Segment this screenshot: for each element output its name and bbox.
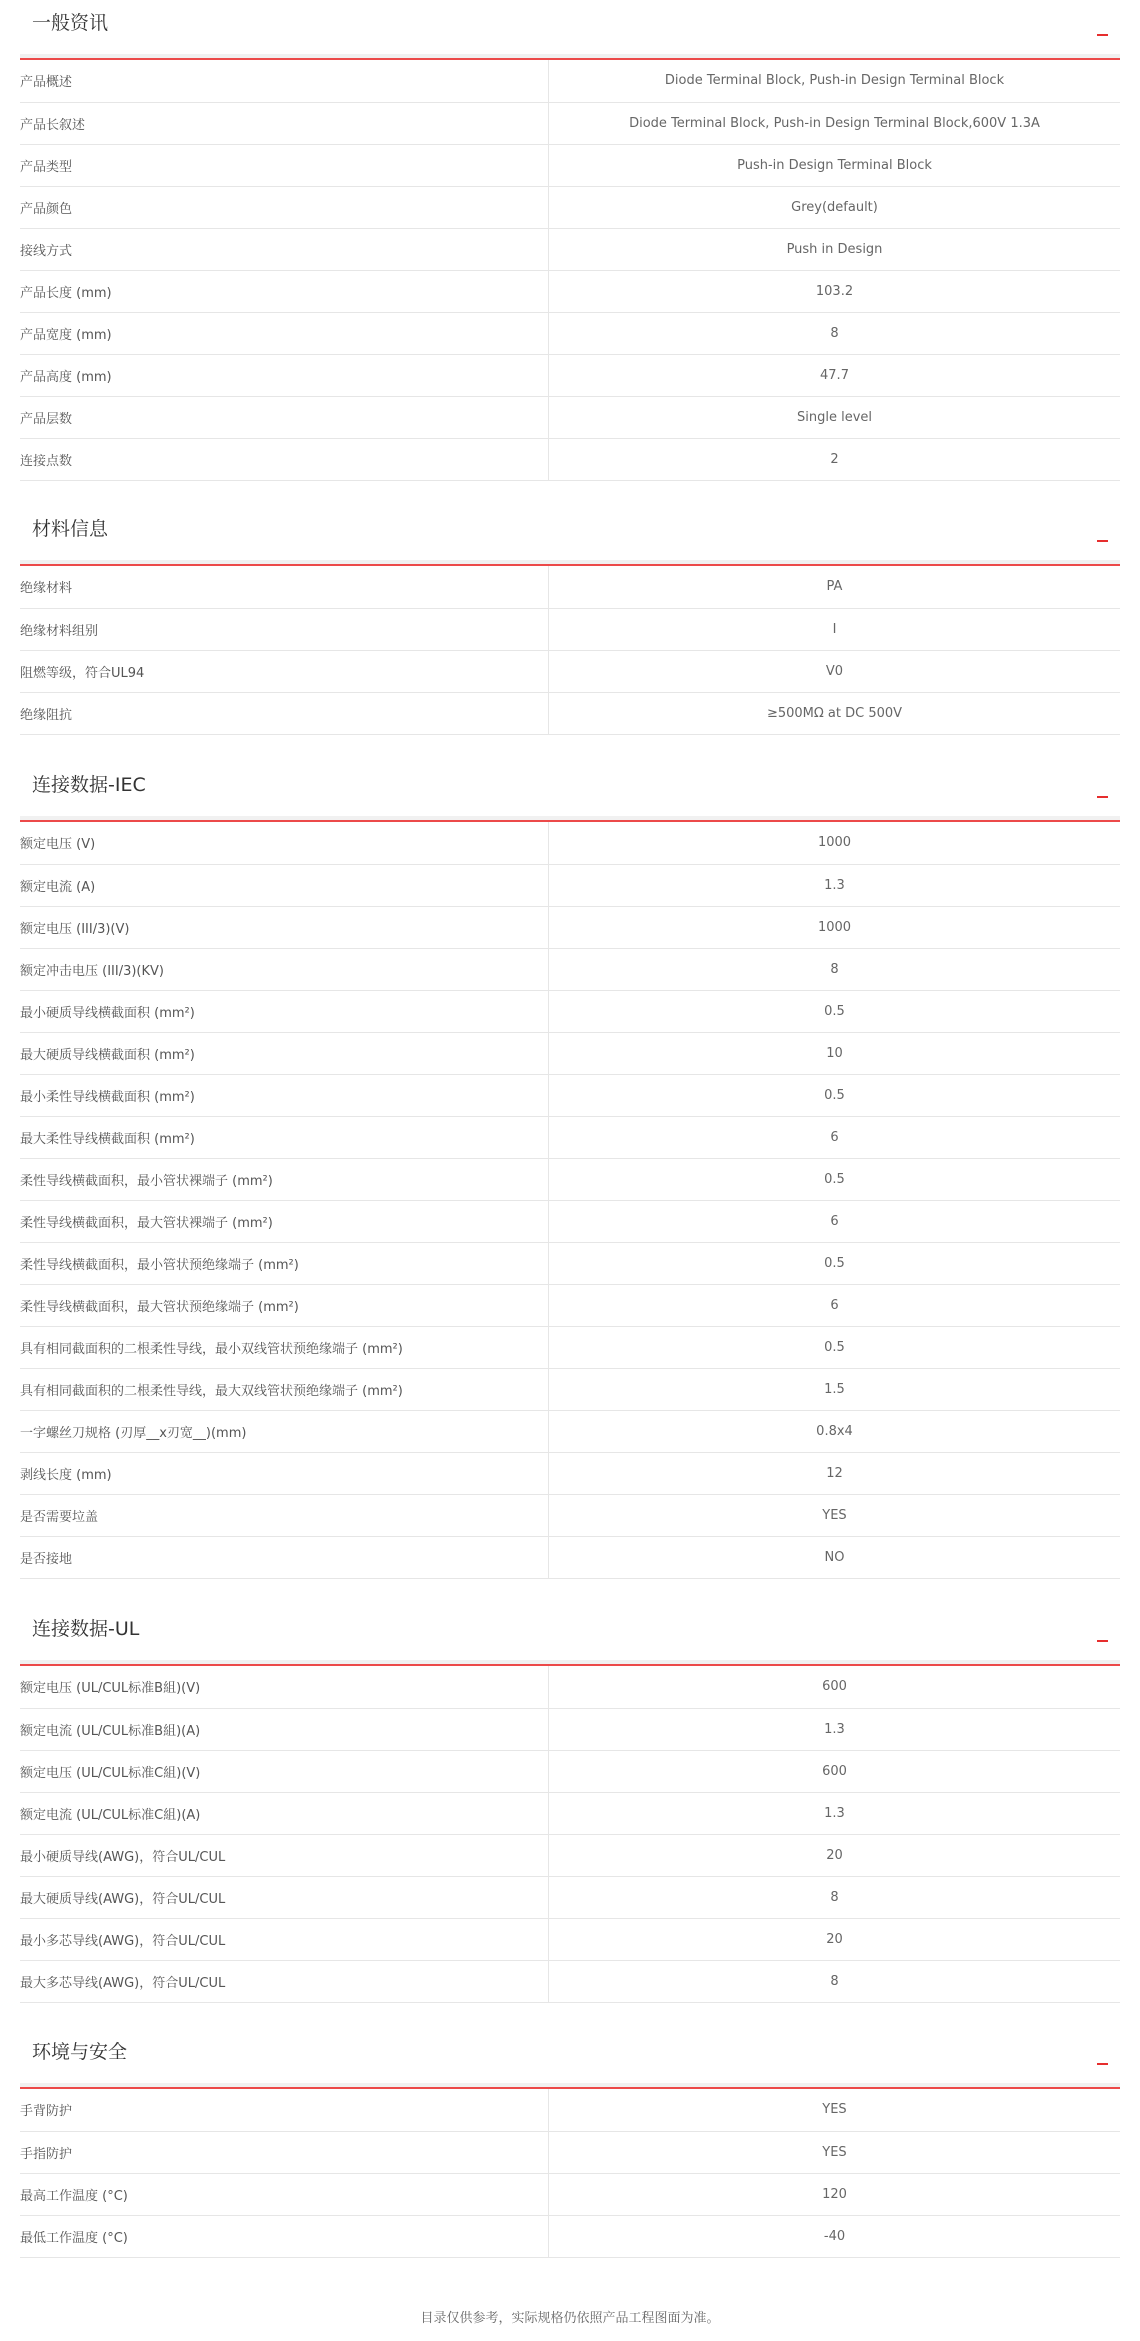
spec-row [20, 948, 1120, 990]
spec-label: 绝缘材料 [20, 566, 549, 608]
spec-value: 1.3 [824, 1805, 845, 1821]
spec-label: 连接点数 [20, 438, 549, 480]
spec-value: 8 [830, 961, 839, 977]
spec-label: 额定电压 (V) [20, 822, 549, 864]
spec-value: 20 [826, 1847, 843, 1863]
spec-value: 120 [822, 2186, 847, 2202]
spec-label: 额定电压 (III/3)(V) [20, 906, 549, 948]
spec-label: 是否接地 [20, 1536, 549, 1578]
spec-label: 最小柔性导线横截面积 (mm²) [20, 1074, 549, 1116]
spec-table [20, 822, 1120, 1579]
spec-value: 10 [826, 1045, 843, 1061]
section-general-info [20, 0, 1120, 481]
section-title: 一般资讯 [32, 12, 109, 34]
spec-value: -40 [823, 2228, 846, 2244]
spec-value: 12 [826, 1465, 843, 1481]
section-title: 连接数据-UL [32, 1618, 140, 1640]
spec-label: 接线方式 [20, 228, 549, 270]
collapse-minus-icon[interactable] [1097, 540, 1108, 542]
spec-row [20, 2131, 1120, 2173]
spec-row [20, 1750, 1120, 1792]
spec-label: 手背防护 [20, 2089, 549, 2131]
spec-table [20, 2089, 1120, 2258]
spec-row [20, 608, 1120, 650]
spec-value: 103.2 [815, 283, 854, 299]
section-divider [20, 1664, 1120, 1666]
spec-value: 1.3 [824, 877, 845, 893]
spec-label: 柔性导线横截面积，最大管状裸端子 (mm²) [20, 1200, 549, 1242]
spec-value: YES [822, 1507, 847, 1523]
spec-row [20, 1242, 1120, 1284]
spec-row [20, 438, 1120, 480]
spec-label: 具有相同截面积的二根柔性导线，最大双线管状预绝缘端子 (mm²) [20, 1368, 549, 1410]
section-environment-safety [20, 2029, 1120, 2258]
spec-row [20, 228, 1120, 270]
spec-value: Diode Terminal Block, Push-in Design Terminal Block [664, 73, 1005, 89]
spec-row [20, 1116, 1120, 1158]
spec-value: 0.5 [824, 1003, 845, 1019]
section-connection-ul [20, 1606, 1120, 2003]
section-divider [20, 58, 1120, 60]
collapse-minus-icon[interactable] [1097, 2063, 1108, 2065]
spec-value: PA [826, 579, 843, 595]
disclaimer-note: 目录仅供参考，实际规格仍依照产品工程图面为准。 [420, 2311, 720, 2326]
spec-value: 1000 [817, 835, 852, 851]
collapse-minus-icon[interactable] [1097, 34, 1108, 36]
spec-label: 最低工作温度 (°C) [20, 2215, 549, 2257]
spec-row [20, 1452, 1120, 1494]
spec-value: YES [822, 2144, 847, 2160]
spec-row [20, 1536, 1120, 1578]
spec-row [20, 1326, 1120, 1368]
spec-label: 额定电压 (UL/CUL标准C組)(V) [20, 1750, 549, 1792]
section-header [20, 762, 1120, 822]
section-material-info [20, 506, 1120, 735]
spec-row [20, 1032, 1120, 1074]
spec-label: 产品概述 [20, 60, 549, 102]
spec-label: 额定电压 (UL/CUL标准B組)(V) [20, 1666, 549, 1708]
spec-row [20, 144, 1120, 186]
spec-row [20, 1494, 1120, 1536]
spec-row [20, 2215, 1120, 2257]
section-divider [20, 2087, 1120, 2089]
spec-row [20, 2089, 1120, 2131]
spec-label: 是否需要垃盖 [20, 1494, 549, 1536]
spec-value: V0 [825, 663, 844, 679]
section-connection-iec [20, 762, 1120, 1579]
spec-value: YES [822, 2102, 847, 2118]
spec-label: 额定电流 (UL/CUL标准B組)(A) [20, 1708, 549, 1750]
section-header [20, 506, 1120, 566]
spec-value: 8 [830, 1973, 839, 1989]
spec-label: 额定电流 (UL/CUL标准C組)(A) [20, 1792, 549, 1834]
spec-value: 6 [830, 1297, 839, 1313]
section-title: 连接数据-IEC [32, 774, 146, 796]
spec-value: 0.5 [824, 1255, 845, 1271]
spec-label: 最大柔性导线横截面积 (mm²) [20, 1116, 549, 1158]
spec-value: Push-in Design Terminal Block [737, 157, 932, 173]
spec-label: 产品高度 (mm) [20, 354, 549, 396]
spec-label: 产品长度 (mm) [20, 270, 549, 312]
spec-table [20, 566, 1120, 735]
spec-row [20, 186, 1120, 228]
spec-row [20, 60, 1120, 102]
spec-value: 0.5 [824, 1339, 845, 1355]
spec-label: 产品类型 [20, 144, 549, 186]
spec-label: 最小硬质导线(AWG)，符合UL/CUL [20, 1834, 549, 1876]
spec-value: ≥500MΩ at DC 500V [766, 705, 903, 721]
spec-label: 产品长叙述 [20, 102, 549, 144]
spec-value: 20 [826, 1931, 843, 1947]
spec-label: 产品颜色 [20, 186, 549, 228]
spec-label: 柔性导线横截面积，最小管状预绝缘端子 (mm²) [20, 1242, 549, 1284]
spec-row [20, 1792, 1120, 1834]
section-title: 环境与安全 [32, 2041, 128, 2063]
spec-label: 柔性导线横截面积，最小管状裸端子 (mm²) [20, 1158, 549, 1200]
spec-row [20, 2173, 1120, 2215]
section-header [20, 2029, 1120, 2089]
section-divider [20, 820, 1120, 822]
collapse-minus-icon[interactable] [1097, 1640, 1108, 1642]
spec-row [20, 1960, 1120, 2002]
spec-label: 最大硬质导线(AWG)，符合UL/CUL [20, 1876, 549, 1918]
spec-row [20, 1200, 1120, 1242]
spec-label: 最小多芯导线(AWG)，符合UL/CUL [20, 1918, 549, 1960]
spec-row [20, 650, 1120, 692]
section-divider [20, 564, 1120, 566]
spec-label: 具有相同截面积的二根柔性导线，最小双线管状预绝缘端子 (mm²) [20, 1326, 549, 1368]
spec-label: 最小硬质导线横截面积 (mm²) [20, 990, 549, 1032]
spec-value: Single level [796, 409, 872, 425]
spec-row [20, 566, 1120, 608]
spec-row [20, 1410, 1120, 1452]
spec-label: 绝缘材料组别 [20, 608, 549, 650]
spec-row [20, 270, 1120, 312]
spec-row [20, 1708, 1120, 1750]
spec-value: 0.5 [824, 1171, 845, 1187]
spec-row [20, 990, 1120, 1032]
spec-label: 额定冲击电压 (III/3)(KV) [20, 948, 549, 990]
spec-label: 最高工作温度 (°C) [20, 2173, 549, 2215]
spec-label: 产品宽度 (mm) [20, 312, 549, 354]
spec-row [20, 822, 1120, 864]
spec-value: I [832, 621, 837, 637]
spec-value: 0.5 [824, 1087, 845, 1103]
spec-value: 1.5 [824, 1381, 845, 1397]
section-title: 材料信息 [32, 518, 109, 540]
spec-value: 8 [830, 325, 839, 341]
spec-label: 最大多芯导线(AWG)，符合UL/CUL [20, 1960, 549, 2002]
spec-value: Push in Design [786, 241, 883, 257]
spec-value: 47.7 [820, 367, 849, 383]
spec-value: 1000 [817, 919, 852, 935]
spec-table [20, 60, 1120, 481]
spec-label: 手指防护 [20, 2131, 549, 2173]
spec-value: 600 [822, 1679, 847, 1695]
spec-value: NO [824, 1549, 845, 1565]
spec-row [20, 1074, 1120, 1116]
spec-label: 产品层数 [20, 396, 549, 438]
spec-row [20, 864, 1120, 906]
spec-value: 0.8x4 [816, 1423, 853, 1439]
spec-value: 600 [822, 1763, 847, 1779]
collapse-minus-icon[interactable] [1097, 796, 1108, 798]
spec-value: 8 [830, 1889, 839, 1905]
spec-row [20, 1368, 1120, 1410]
spec-label: 阻燃等级，符合UL94 [20, 650, 549, 692]
spec-row [20, 102, 1120, 144]
spec-row [20, 396, 1120, 438]
spec-label: 一字螺丝刀规格 (刃厚__x刃宽__)(mm) [20, 1410, 549, 1452]
spec-value: 1.3 [824, 1721, 845, 1737]
spec-label: 绝缘阻抗 [20, 692, 549, 734]
spec-row [20, 1918, 1120, 1960]
spec-label: 额定电流 (A) [20, 864, 549, 906]
spec-row [20, 692, 1120, 734]
spec-row [20, 906, 1120, 948]
spec-row [20, 312, 1120, 354]
spec-row [20, 354, 1120, 396]
spec-value: Diode Terminal Block, Push-in Design Terminal Block,600V 1.3A [629, 115, 1040, 131]
spec-label: 最大硬质导线横截面积 (mm²) [20, 1032, 549, 1074]
spec-value: 6 [830, 1129, 839, 1145]
spec-value: 6 [830, 1213, 839, 1229]
section-header [20, 1606, 1120, 1666]
spec-table [20, 1666, 1120, 2003]
spec-label: 剥线长度 (mm) [20, 1452, 549, 1494]
spec-row [20, 1834, 1120, 1876]
spec-row [20, 1666, 1120, 1708]
section-header [20, 0, 1120, 60]
spec-row [20, 1876, 1120, 1918]
spec-value: 2 [830, 451, 839, 467]
spec-label: 柔性导线横截面积，最大管状预绝缘端子 (mm²) [20, 1284, 549, 1326]
spec-row [20, 1158, 1120, 1200]
spec-value: Grey(default) [791, 199, 878, 215]
spec-row [20, 1284, 1120, 1326]
